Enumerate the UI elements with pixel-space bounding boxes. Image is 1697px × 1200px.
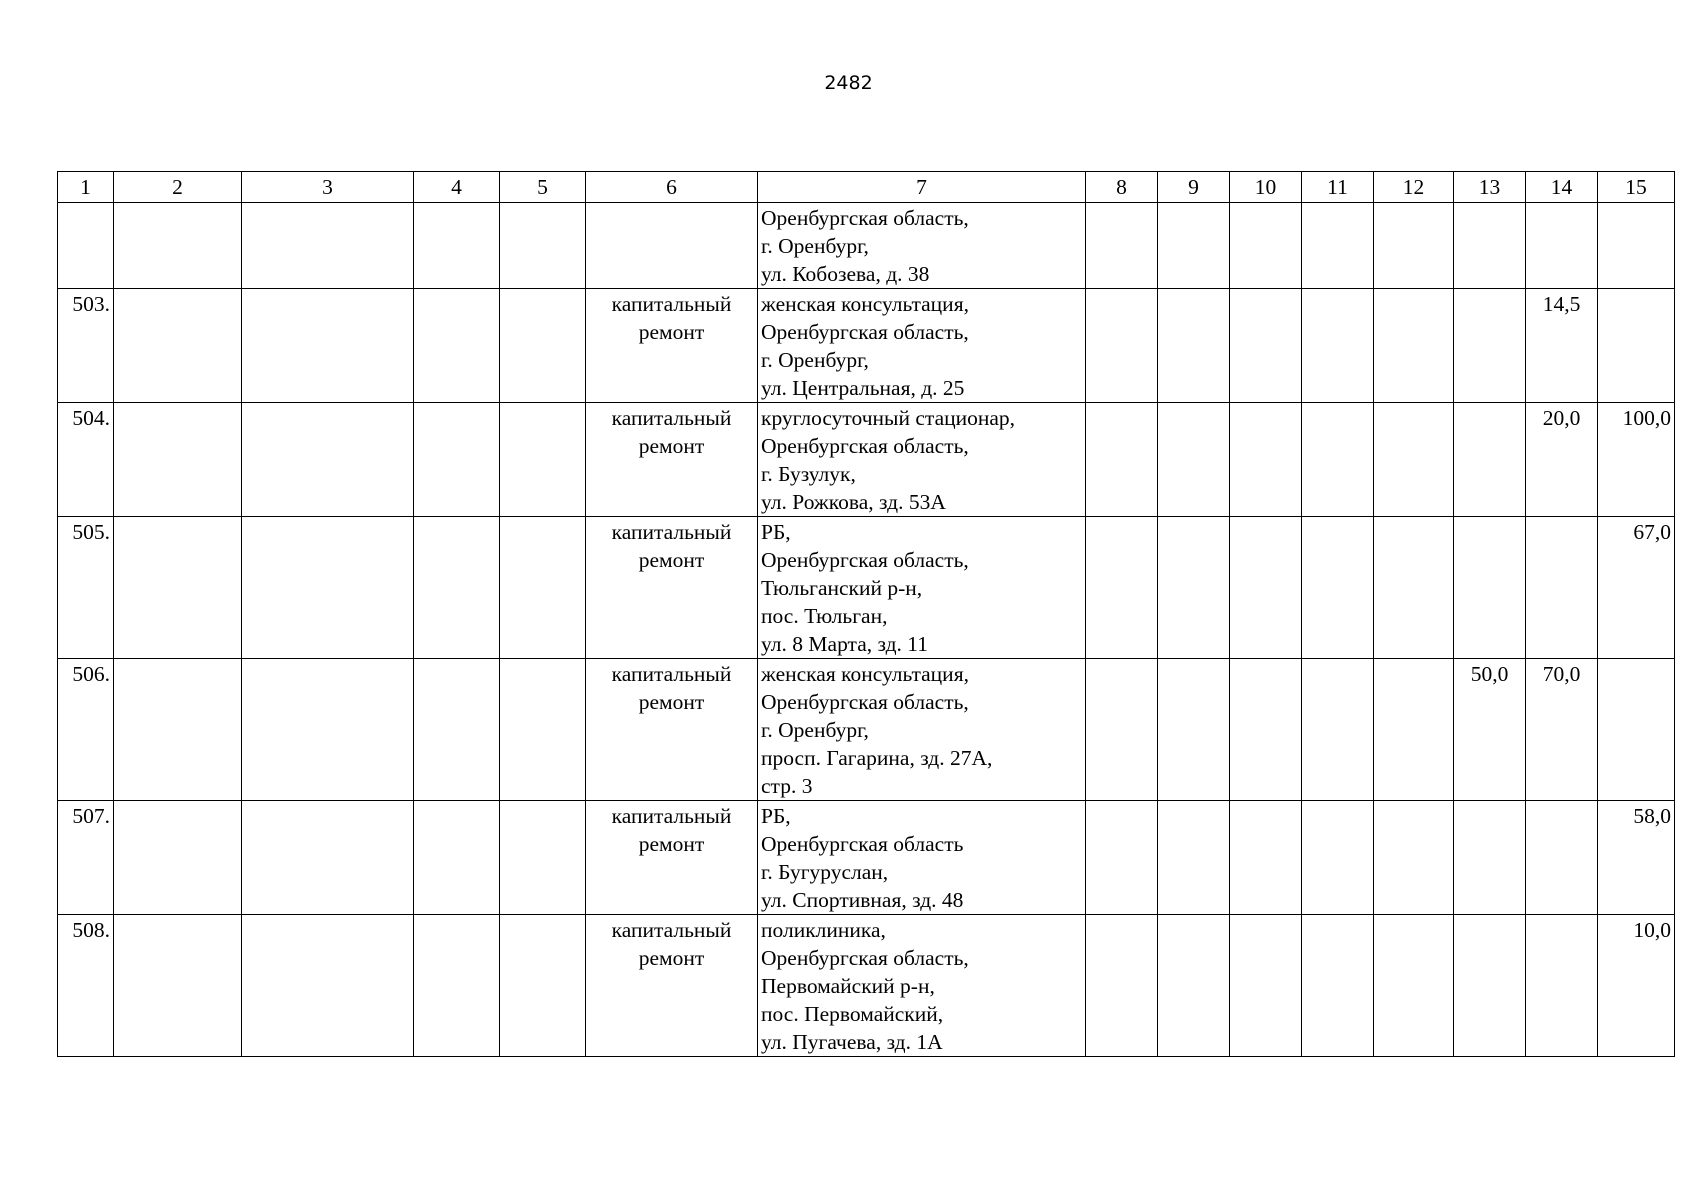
address-line: РБ, (761, 804, 791, 828)
value-cell-15: 58,0 (1598, 801, 1675, 915)
column-number-row (58, 172, 1675, 203)
empty-cell (414, 517, 500, 659)
value-cell-13 (1454, 915, 1526, 1057)
address-line: Оренбургская область (761, 832, 964, 856)
value-cell-15 (1598, 289, 1675, 403)
value-cell-15 (1598, 203, 1675, 289)
empty-cell (1158, 203, 1230, 289)
work-type-line: капитальный (611, 662, 732, 686)
value-cell-13 (1454, 403, 1526, 517)
table-body (58, 172, 1675, 1057)
empty-cell (1374, 289, 1454, 403)
work-type-line: ремонт (638, 320, 705, 344)
address-cell (758, 915, 1086, 1057)
address-line: Оренбургская область, (761, 434, 969, 458)
empty-cell (1158, 659, 1230, 801)
value-cell-15 (1598, 659, 1675, 801)
address-line: Оренбургская область, (761, 206, 969, 230)
empty-cell (500, 403, 586, 517)
empty-cell (1230, 915, 1302, 1057)
table-row (58, 801, 1675, 915)
empty-cell (1158, 801, 1230, 915)
empty-cell (1230, 659, 1302, 801)
empty-cell (414, 203, 500, 289)
row-number-cell (58, 203, 114, 289)
address-line: стр. 3 (761, 774, 813, 798)
value-cell-15: 67,0 (1598, 517, 1675, 659)
work-type-line: капитальный (611, 520, 732, 544)
row-number-cell: 506. (58, 659, 114, 801)
empty-cell (1158, 289, 1230, 403)
work-type-line: ремонт (638, 548, 705, 572)
address-line: женская консультация, (761, 662, 969, 686)
empty-cell (1230, 403, 1302, 517)
empty-cell (1302, 203, 1374, 289)
empty-cell (1086, 403, 1158, 517)
empty-cell (414, 659, 500, 801)
empty-cell (500, 289, 586, 403)
empty-cell (1302, 801, 1374, 915)
address-line: РБ, (761, 520, 791, 544)
work-type-line: капитальный (611, 292, 732, 316)
value-cell-14: 70,0 (1526, 659, 1598, 801)
page-number: 2482 (824, 72, 873, 94)
empty-cell (242, 403, 414, 517)
address-line: г. Бугуруслан, (761, 860, 889, 884)
work-type-cell (586, 203, 758, 289)
empty-cell (1086, 801, 1158, 915)
value-cell-14 (1526, 203, 1598, 289)
table-row (58, 203, 1675, 289)
value-cell-13 (1454, 517, 1526, 659)
empty-cell (1374, 517, 1454, 659)
empty-cell (1230, 289, 1302, 403)
work-type-cell (586, 403, 758, 517)
column-number-cell: 3 (242, 172, 414, 203)
empty-cell (1230, 203, 1302, 289)
table-row (58, 915, 1675, 1057)
column-number-cell: 1 (58, 172, 114, 203)
address-line: ул. 8 Марта, зд. 11 (761, 632, 928, 656)
address-cell (758, 203, 1086, 289)
empty-cell (1086, 289, 1158, 403)
address-line: поликлиника, (761, 918, 886, 942)
address-cell (758, 289, 1086, 403)
empty-cell (500, 203, 586, 289)
empty-cell (1302, 403, 1374, 517)
address-line: просп. Гагарина, зд. 27А, (761, 746, 993, 770)
column-number-cell: 14 (1526, 172, 1598, 203)
address-line: ул. Кобозева, д. 38 (761, 262, 930, 286)
value-cell-13 (1454, 289, 1526, 403)
empty-cell (1230, 801, 1302, 915)
table-row (58, 659, 1675, 801)
column-number-cell: 15 (1598, 172, 1675, 203)
address-line: Оренбургская область, (761, 320, 969, 344)
value-cell-13: 50,0 (1454, 659, 1526, 801)
value-cell-14 (1526, 517, 1598, 659)
address-line: Оренбургская область, (761, 548, 969, 572)
work-type-line: ремонт (638, 946, 705, 970)
empty-cell (1230, 517, 1302, 659)
empty-cell (1302, 517, 1374, 659)
table-row (58, 517, 1675, 659)
column-number-cell: 5 (500, 172, 586, 203)
value-cell-13 (1454, 801, 1526, 915)
column-number-cell: 9 (1158, 172, 1230, 203)
empty-cell (1302, 659, 1374, 801)
address-cell (758, 403, 1086, 517)
column-number-cell: 6 (586, 172, 758, 203)
row-number-cell: 503. (58, 289, 114, 403)
empty-cell (242, 203, 414, 289)
empty-cell (1086, 517, 1158, 659)
work-type-cell (586, 289, 758, 403)
empty-cell (242, 915, 414, 1057)
work-type-line: ремонт (638, 832, 705, 856)
address-line: г. Оренбург, (761, 234, 869, 258)
column-number-cell: 7 (758, 172, 1086, 203)
empty-cell (1086, 915, 1158, 1057)
address-line: г. Бузулук, (761, 462, 856, 486)
empty-cell (1374, 203, 1454, 289)
value-cell-13 (1454, 203, 1526, 289)
empty-cell (114, 203, 242, 289)
column-number-cell: 13 (1454, 172, 1526, 203)
value-cell-14 (1526, 915, 1598, 1057)
address-line: Оренбургская область, (761, 946, 969, 970)
value-cell-14: 14,5 (1526, 289, 1598, 403)
empty-cell (414, 915, 500, 1057)
empty-cell (1086, 203, 1158, 289)
empty-cell (500, 915, 586, 1057)
empty-cell (114, 915, 242, 1057)
empty-cell (414, 403, 500, 517)
work-type-line: капитальный (611, 804, 732, 828)
empty-cell (414, 801, 500, 915)
table-row (58, 403, 1675, 517)
empty-cell (242, 659, 414, 801)
empty-cell (1302, 915, 1374, 1057)
empty-cell (500, 517, 586, 659)
address-line: пос. Первомайский, (761, 1002, 944, 1026)
row-number-cell: 507. (58, 801, 114, 915)
work-type-cell (586, 801, 758, 915)
value-cell-14 (1526, 801, 1598, 915)
address-line: Первомайский р-н, (761, 974, 935, 998)
register-table (57, 171, 1675, 1057)
empty-cell (1158, 915, 1230, 1057)
row-number-cell: 508. (58, 915, 114, 1057)
address-line: ул. Спортивная, зд. 48 (761, 888, 964, 912)
empty-cell (414, 289, 500, 403)
value-cell-14: 20,0 (1526, 403, 1598, 517)
column-number-cell: 11 (1302, 172, 1374, 203)
address-line: женская консультация, (761, 292, 969, 316)
column-number-cell: 8 (1086, 172, 1158, 203)
empty-cell (114, 659, 242, 801)
work-type-line: ремонт (638, 434, 705, 458)
empty-cell (1374, 915, 1454, 1057)
address-cell (758, 659, 1086, 801)
empty-cell (242, 517, 414, 659)
empty-cell (1374, 659, 1454, 801)
work-type-line: капитальный (611, 406, 732, 430)
empty-cell (114, 289, 242, 403)
address-cell (758, 517, 1086, 659)
work-type-cell (586, 915, 758, 1057)
empty-cell (114, 517, 242, 659)
address-line: ул. Рожкова, зд. 53А (761, 490, 946, 514)
empty-cell (1374, 403, 1454, 517)
address-line: круглосуточный стационар, (761, 406, 1016, 430)
column-number-cell: 10 (1230, 172, 1302, 203)
address-cell (758, 801, 1086, 915)
column-number-cell: 4 (414, 172, 500, 203)
address-line: ул. Центральная, д. 25 (761, 376, 965, 400)
address-line: г. Оренбург, (761, 348, 869, 372)
column-number-cell: 2 (114, 172, 242, 203)
value-cell-15: 10,0 (1598, 915, 1675, 1057)
address-line: Оренбургская область, (761, 690, 969, 714)
work-type-cell (586, 517, 758, 659)
empty-cell (114, 801, 242, 915)
address-line: Тюльганский р-н, (761, 576, 923, 600)
empty-cell (1158, 403, 1230, 517)
table-row (58, 289, 1675, 403)
address-line: пос. Тюльган, (761, 604, 888, 628)
column-number-cell: 12 (1374, 172, 1454, 203)
work-type-cell (586, 659, 758, 801)
value-cell-15: 100,0 (1598, 403, 1675, 517)
empty-cell (1374, 801, 1454, 915)
address-line: г. Оренбург, (761, 718, 869, 742)
empty-cell (500, 801, 586, 915)
empty-cell (1158, 517, 1230, 659)
address-line: ул. Пугачева, зд. 1А (761, 1030, 943, 1054)
row-number-cell: 504. (58, 403, 114, 517)
empty-cell (1086, 659, 1158, 801)
empty-cell (1302, 289, 1374, 403)
empty-cell (242, 801, 414, 915)
work-type-line: капитальный (611, 918, 732, 942)
empty-cell (114, 403, 242, 517)
work-type-line: ремонт (638, 690, 705, 714)
empty-cell (500, 659, 586, 801)
empty-cell (242, 289, 414, 403)
row-number-cell: 505. (58, 517, 114, 659)
